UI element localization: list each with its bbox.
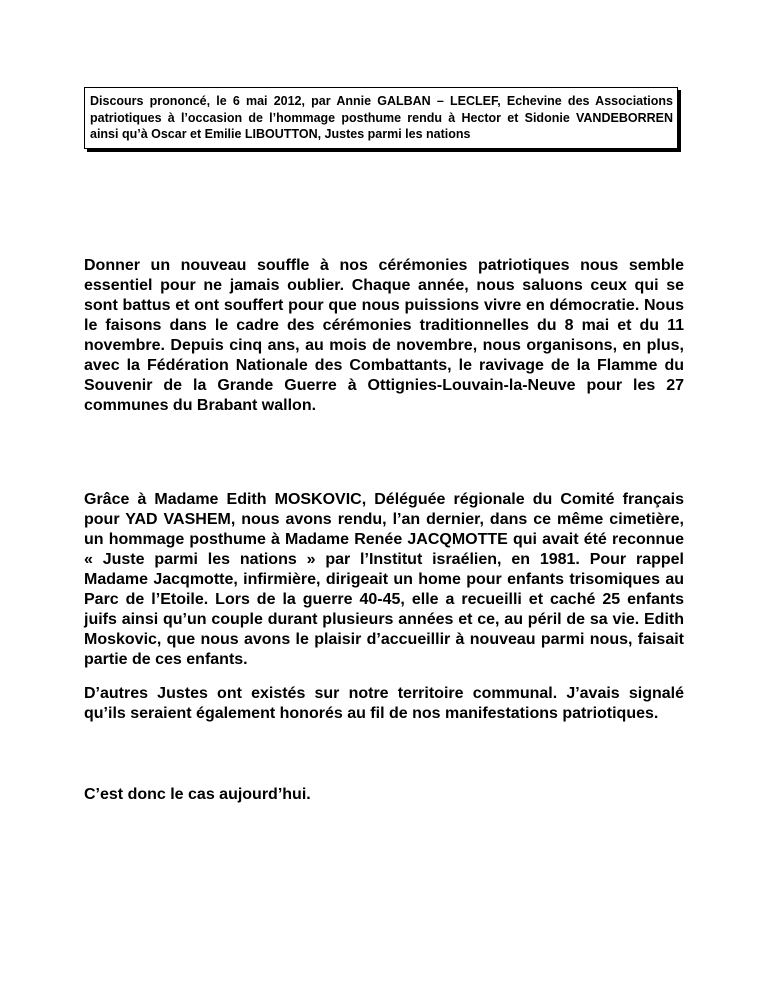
- header-text: Discours prononcé, le 6 mai 2012, par Annie GALBAN – LECLEF, Echevine des Associations patriotiques à l’occasion de l’hommage posthume rendu à Hector et Sidonie VANDEBORREN ainsi qu’à Oscar et Emilie LIBOUTTON, Justes parmi les nations: [90, 94, 673, 141]
- paragraph-3: D’autres Justes ont existés sur notre territoire communal. J’avais signalé qu’ils seraient également honorés au fil de nos manifestations patriotiques.: [84, 685, 684, 722]
- paragraph-1: Donner un nouveau souffle à nos cérémonies patriotiques nous semble essentiel pour ne jamais oublier. Chaque année, nous saluons ceux qui se sont battus et ont souffert pour que nous puissions vivre en démocratie. Nous le faisons dans le cadre des cérémonies traditionnelles du 8 mai et du 11 novembre. Depuis cinq ans, au mois de novembre, nous organisons, en plus, avec la Fédération Nationale des Combattants, le ravivage de la Flamme du Souvenir de la Grande Guerre à Ottignies-Louvain-la-Neuve pour les 27 communes du Brabant wallon.: [84, 257, 684, 414]
- paragraph-2: Grâce à Madame Edith MOSKOVIC, Déléguée régionale du Comité français pour YAD VASHEM, nous avons rendu, l’an dernier, dans ce même cimetière, un hommage posthume à Madame Renée JACQMOTTE qui avait été reconnue « Juste parmi les nations » par l’Institut israélien, en 1981. Pour rappel Madame Jacqmotte, infirmière, dirigeait un home pour enfants trisomiques au Parc de l’Etoile. Lors de la guerre 40-45, elle a recueilli et caché 25 enfants juifs ainsi qu’un couple durant plusieurs années et ce, au péril de sa vie. Edith Moskovic, que nous avons le plaisir d’accueillir à nouveau parmi nous, faisait partie de ces enfants.: [84, 491, 684, 668]
- header-box: [84, 87, 678, 149]
- paragraph-4: C’est donc le cas aujourd’hui.: [84, 786, 311, 803]
